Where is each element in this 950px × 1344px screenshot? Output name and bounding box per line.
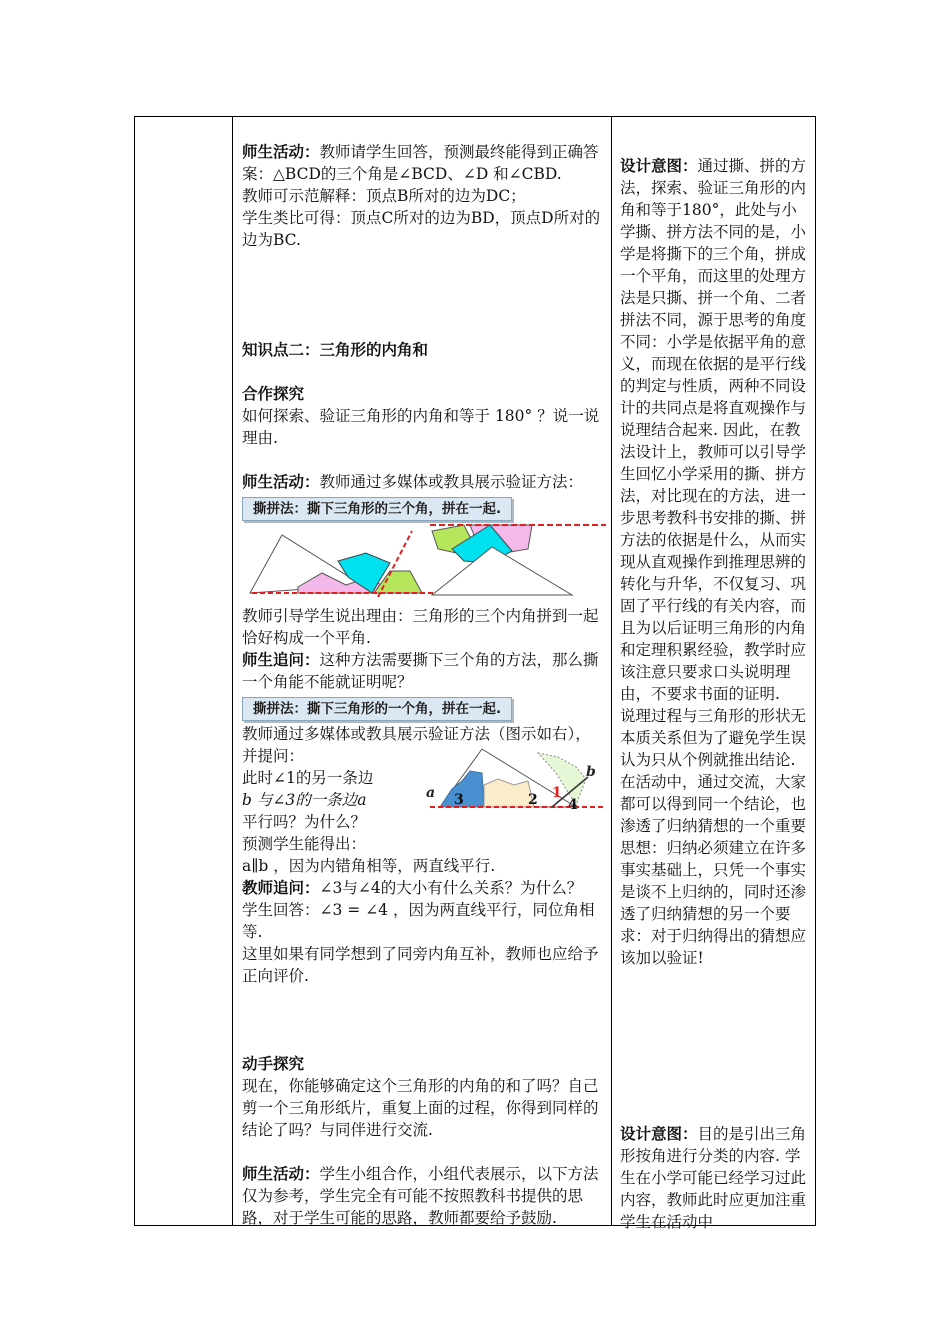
design-note-induction: 在活动中，通过交流，大家都可以得到同一个结论，也渗透了归纳猜想的一个重要思想：归纳必须建立在许多事实基础上，只凭一个事实是谈不上归纳的，同时还渗透了归纳猜想的另一个要求：对于归纳得出的猜想应该加以验证! bbox=[620, 773, 807, 967]
method-banner-2: 撕拼法：撕下三角形的一个角，拼在一起. bbox=[242, 697, 512, 721]
piece-cream bbox=[484, 779, 534, 807]
label-b: b bbox=[586, 764, 596, 780]
figure-tear-three-angles bbox=[242, 523, 606, 605]
column-divider-1 bbox=[232, 117, 233, 1225]
paragraph-prediction: 预测学生能得出： bbox=[242, 835, 367, 853]
paragraph-teacher-question: 教师追问：∠3与∠4的大小有什么关系？为什么？ bbox=[242, 879, 583, 897]
design-note-shape: 说理过程与三角形的形状无本质关系但为了避免学生误认为只从个例就推出结论. bbox=[620, 707, 807, 769]
hands-on-title: 动手探究 bbox=[242, 1055, 305, 1073]
design-intent-1: 设计意图：通过撕、拼的方法，探索、验证三角形的内角和等于180°，此处与小学撕、拼方法不同的是，小学是将撕下的三个角，拼成一个平角，而这里的处理方法是只撕、拼一个角、二者拼法不同，源于思考的角度不同：小学是依据平角的意义，而现在依据的是平行线的判定与性质，两种不同设计的共同点是将直观操作与说理结合起来. 因此，在教法设计上，教师可以引导学生回忆小学采用的撕、拼方法，对比现在的方法，进一步思考教科书安排的撕、拼方法的依据是什么，从而实现从直观操作到推理思辨的转化与升华，不仅复习、巩固了平行线的有关内容，而且为以后证明三角形的内角和定理积累经验，教学时应该注意只要求口头说明理由，不要求书面的证明. bbox=[620, 157, 807, 703]
triangle-right bbox=[432, 547, 572, 595]
paragraph-evaluation: 这里如果有同学想到了同旁内角互补，教师也应给予正向评价. bbox=[242, 945, 599, 985]
paragraph-follow-up-question: 师生追问：这种方法需要撕下三个角的方法，那么撕一个角能不能就证明呢？ bbox=[242, 651, 599, 691]
paragraph-teacher-student-3: 师生活动：学生小组合作，小组代表展示，以下方法仅为参考，学生完全有可能不按照教科书提供的思路，对于学生可能的思路，教师都要给予鼓励. bbox=[242, 1165, 599, 1227]
label-a: a bbox=[426, 785, 436, 801]
design-intent-column bbox=[620, 155, 808, 1233]
question-line-2: b 与∠3的一条边a bbox=[242, 791, 367, 809]
lesson-table bbox=[134, 116, 816, 1231]
section-title: 知识点二：三角形的内角和 bbox=[242, 341, 429, 359]
paragraph-student-analogy: 学生类比可得：顶点C所对的边为BD，顶点D所对的边为BC. bbox=[242, 209, 601, 249]
method-banner-1: 撕拼法：撕下三角形的三个角，拼在一起. bbox=[242, 497, 512, 521]
coop-question: 如何探索、验证三角形的内角和等于 180° ？说一说理由. bbox=[242, 407, 600, 447]
label-angle-4: 4 bbox=[568, 797, 578, 813]
paragraph-parallel-reason: a∥b ，因为内错角相等，两直线平行. bbox=[242, 857, 496, 875]
paragraph-teacher-demo: 教师可示范解释：顶点B所对的边为DC； bbox=[242, 187, 526, 205]
column-divider-2 bbox=[611, 117, 612, 1225]
label-angle-3: 3 bbox=[454, 792, 464, 808]
paragraph-teacher-student-2: 师生活动：教师通过多媒体或教具展示验证方法： bbox=[242, 473, 584, 491]
question-line-1: 此时∠1的另一条边 bbox=[242, 769, 374, 787]
question-line-3: 平行吗？为什么？ bbox=[242, 813, 367, 831]
coop-title: 合作探究 bbox=[242, 385, 305, 403]
paragraph-demo-method: 教师通过多媒体或教具展示验证方法（图示如右），并提问： bbox=[242, 725, 591, 765]
paragraph-student-answer: 学生回答：∠3 = ∠4 ，因为两直线平行，同位角相等. bbox=[242, 901, 595, 941]
question-with-figure bbox=[242, 764, 606, 833]
paragraph-reason: 教师引导学生说出理由：三角形的三个内角拼到一起恰好构成一个平角. bbox=[242, 607, 599, 647]
activity-column bbox=[242, 141, 606, 1229]
label-angle-1: 1 bbox=[552, 785, 562, 801]
label-angle-2: 2 bbox=[528, 792, 538, 808]
paragraph-teacher-student-1: 师生活动：教师请学生回答，预测最终能得到正确答案：△BCD的三个角是∠BCD、∠D 和∠CBD. bbox=[242, 143, 599, 183]
hands-on-text: 现在，你能够确定这个三角形的内角的和了吗？自己剪一个三角形纸片，重复上面的过程，你得到同样的结论了吗？与同伴进行交流. bbox=[242, 1077, 599, 1139]
figure-tear-one-angle bbox=[426, 743, 606, 813]
design-intent-2: 设计意图：目的是引出三角形按角进行分类的内容. 学生在小学可能已经学习过此内容，教师此时应更加注重学生在活动中 bbox=[620, 1125, 807, 1231]
